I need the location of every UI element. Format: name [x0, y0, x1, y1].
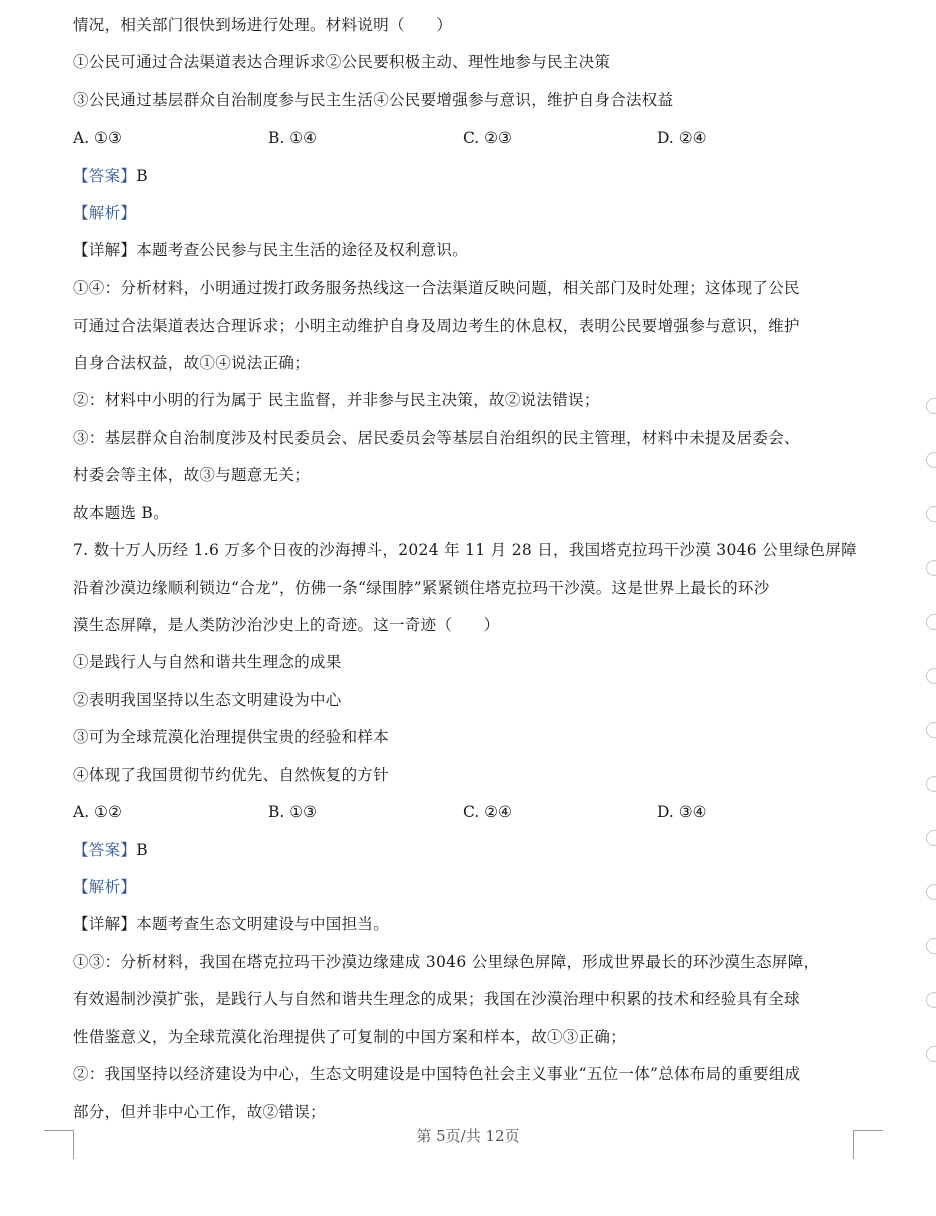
detail-tag: 【详解】 [73, 241, 137, 259]
explanation-line: 部分，但并非中心工作，故②错误； [73, 1103, 326, 1121]
analysis-tag: 【解析】 [73, 204, 137, 222]
answer-tag: 【答案】 [73, 167, 137, 185]
answer-value: B [136, 841, 148, 859]
detail-tag: 【详解】 [73, 915, 137, 933]
explanation-line: 村委会等主体，故③与题意无关； [73, 466, 311, 484]
binding-ring-icon [926, 992, 936, 1008]
explanation-line: ②：我国坚持以经济建设为中心，生态文明建设是中国特色社会主义事业“五位一体”总体布局的重要组成 [73, 1065, 801, 1083]
binding-ring-icon [926, 830, 936, 846]
option-b: B. ①④ [268, 129, 318, 147]
choice-item: ①是践行人与自然和谐共生理念的成果 [73, 653, 342, 671]
option-d: D. ②④ [657, 129, 707, 147]
question-stem-line: 沿着沙漠边缘顺利锁边“合龙”，仿佛一条“绿围脖”紧紧锁住塔克拉玛干沙漠。这是世界上最长的环沙 [73, 579, 770, 597]
option-a: A. ①③ [73, 129, 122, 147]
binding-ring-icon [926, 1046, 936, 1062]
conclusion-line: 故本题选 B。 [73, 504, 169, 522]
choice-items-line: ①公民可通过合法渠道表达合理诉求②公民要积极主动、理性地参与民主决策 [73, 53, 611, 71]
option-d: D. ③④ [657, 803, 707, 821]
choice-item: ③可为全球荒漠化治理提供宝贵的经验和样本 [73, 728, 390, 746]
binding-ring-icon [926, 776, 936, 792]
binding-ring-icon [926, 560, 936, 576]
text-line: 情况，相关部门很快到场进行处理。材料说明（ ） [73, 16, 453, 34]
answer-line [73, 840, 148, 860]
explanation-line: ①③：分析材料，我国在塔克拉玛干沙漠边缘建成 3046 公里绿色屏障，形成世界最长的环沙漠生态屏障， [73, 953, 820, 971]
explanation-line: ③：基层群众自治制度涉及村民委员会、居民委员会等基层自治组织的民主管理，材料中未提及居委会、 [73, 429, 800, 447]
choice-item: ②表明我国坚持以生态文明建设为中心 [73, 691, 342, 709]
analysis-line [73, 203, 136, 223]
binding-ring-icon [926, 668, 936, 684]
binding-ring-icon [926, 452, 936, 468]
detail-intro: 本题考查公民参与民主生活的途径及权利意识。 [136, 241, 469, 259]
page-number: 第 5页/共 12页 [416, 1127, 520, 1145]
detail-line [73, 914, 389, 934]
option-a: A. ①② [73, 803, 122, 821]
binding-ring-icon [926, 506, 936, 522]
answer-line [73, 166, 148, 186]
explanation-line: 自身合法权益，故①④说法正确； [73, 354, 311, 372]
question-stem-line: 7. 数十万人历经 1.6 万多个日夜的沙海搏斗，2024 年 11 月 28 日，我国塔克拉玛干沙漠 3046 公里绿色屏障 [73, 541, 857, 559]
option-b: B. ①③ [268, 803, 318, 821]
option-c: C. ②④ [463, 803, 512, 821]
explanation-line: ②：材料中小明的行为属于 民主监督，并非参与民主决策，故②说法错误； [73, 391, 600, 409]
binding-ring-icon [926, 722, 936, 738]
choice-items-line: ③公民通过基层群众自治制度参与民主生活④公民要增强参与意识，维护自身合法权益 [73, 91, 674, 109]
answer-value: B [136, 167, 148, 185]
binding-ring-icon [926, 398, 936, 414]
explanation-line: 可通过合法渠道表达合理诉求；小明主动维护自身及周边考生的休息权，表明公民要增强参与意识，维护 [73, 317, 800, 335]
answer-tag: 【答案】 [73, 841, 137, 859]
choice-item: ④体现了我国贯彻节约优先、自然恢复的方针 [73, 766, 390, 784]
analysis-tag: 【解析】 [73, 878, 137, 896]
analysis-line [73, 877, 136, 897]
binding-ring-icon [926, 884, 936, 900]
explanation-line: 性借鉴意义，为全球荒漠化治理提供了可复制的中国方案和样本，故①③正确； [73, 1028, 627, 1046]
detail-intro: 本题考查生态文明建设与中国担当。 [136, 915, 390, 933]
explanation-line: ①④：分析材料，小明通过拨打政务服务热线这一合法渠道反映问题，相关部门及时处理；这体现了公民 [73, 279, 800, 297]
question-stem-line: 漠生态屏障，是人类防沙治沙史上的奇迹。这一奇迹（ ） [73, 616, 500, 634]
explanation-line: 有效遏制沙漠扩张，是践行人与自然和谐共生理念的成果；我国在沙漠治理中积累的技术和经验具有全球 [73, 990, 800, 1008]
detail-line [73, 240, 468, 260]
binding-ring-icon [926, 614, 936, 630]
option-c: C. ②③ [463, 129, 512, 147]
binding-ring-icon [926, 938, 936, 954]
